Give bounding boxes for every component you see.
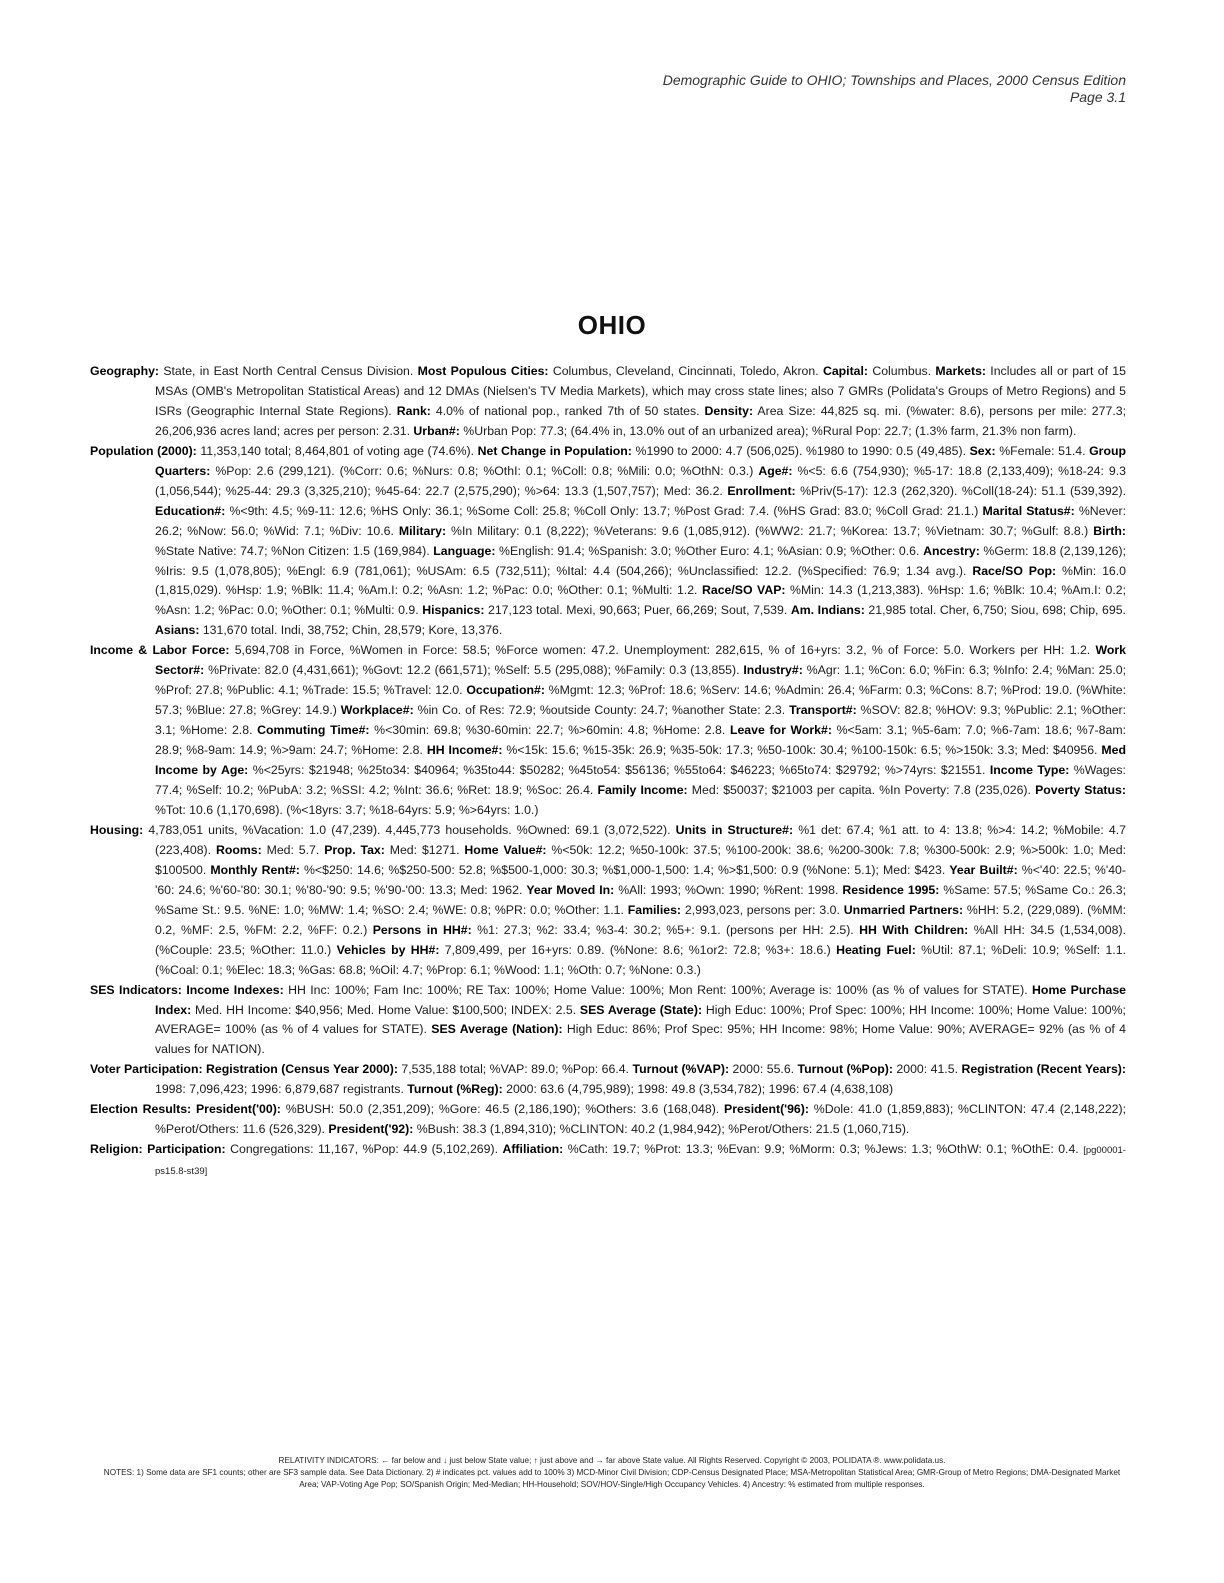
field-value: Includes all or part of 15 MSAs (OMB's Metropolitan Statistical Areas) and 12 DMAs (Nielsen's TV Media Markets), which may cross state lines; also 7 GMRs (Polidata's Groups of Metro Regions) and 5 ISRs (Geographic Internal State Regions). (155, 364, 1126, 418)
field-label: Housing: (90, 822, 144, 837)
field-value: %Never: 26.2; %Now: 56.0; %Wid: 7.1; %Div: 10.6. (155, 503, 1126, 538)
field-value: %Pop: 2.6 (299,121). (%Corr: 0.6; %Nurs: 0.8; %OthI: 0.1; %Coll: 0.8; %Mili: 0.0; %OthN: 0.3.) (210, 463, 759, 478)
field-label: Turnout (%Reg): (407, 1082, 503, 1097)
field-label: Geography: (90, 364, 160, 378)
field-label: President('92): (328, 1122, 414, 1137)
field-value: %<50k: 12.2; %50-100k: 37.5; %100-200k: 38.6; %200-300k: 7.8; %300-500k: 2.9; %>500k: 1.0; Med: $100500. (155, 842, 1126, 877)
field-value: %HH: 5.2, (229,089). (%MM: 0.2, %MF: 2.5, %FM: 2.2, %FF: 0.2.) (155, 902, 1126, 937)
field-label: Affiliation: (502, 1142, 564, 1157)
relativity-indicators: RELATIVITY INDICATORS: ← far below and ↓ just below State value; ↑ just above and → far above State value. All Rights Reserved. Copyright © 2003, POLIDATA ®. www.polidata.us. (278, 1456, 946, 1465)
field-label: Birth: (1093, 523, 1126, 538)
field-value: High Educ: 100%; Prof Spec: 100%; HH Income: 100%; Home Value: 100%; AVERAGE= 100% (as % of 4 values for STATE). (155, 1002, 1126, 1037)
field-label: Med Income by Age: (155, 743, 1126, 778)
field-value: 21,985 total. Cher, 6,750; Siou, 698; Chip, 695. (864, 603, 1126, 618)
profile-body (90, 362, 1126, 1182)
section-geography (90, 362, 1126, 442)
field-value: %Bush: 38.3 (1,894,310); %CLINTON: 40.2 (1,984,942); %Perot/Others: 21.5 (1,060,715). (413, 1122, 910, 1137)
field-label: Industry#: (743, 663, 803, 678)
field-label: Ancestry: (923, 543, 980, 558)
field-label: Density: (704, 403, 754, 418)
field-value: %<'40: 22.5; %'40-'60: 24.6; %'60-'80: 30.1; %'80-'90: 9.5; %'90-'00: 13.3; Med: 1962. (155, 862, 1126, 897)
field-value: %<25yrs: $21948; %25to34: $40964; %35to44: $50282; %45to54: $56136; %55to64: $46223; %65to74: $29792; %>74yrs: $21551. (248, 763, 990, 778)
field-label: Am. Indians: (790, 603, 865, 618)
field-value: %<5am: 3.1; %5-6am: 7.0; %6-7am: 18.6; %7-8am: 28.9; %8-9am: 14.9; %>9am: 24.7; %Home: 2.8. (155, 723, 1126, 758)
field-label: Families: (627, 902, 682, 917)
field-label: Capital: (822, 364, 869, 378)
field-label: SES Average (Nation): (431, 1022, 563, 1037)
field-label: Group Quarters: (155, 443, 1126, 478)
field-label: Registration (Recent Years): (961, 1062, 1126, 1077)
section-housing (90, 821, 1126, 981)
field-label: Marital Status#: (982, 503, 1075, 518)
field-value: %Agr: 1.1; %Con: 6.0; %Fin: 6.3; %Info: 2.4; %Man: 25.0; %Prof: 27.8; %Public: 4.1; %Trade: 15.5; %Travel: 12.0. (155, 663, 1126, 698)
field-value: Columbus. (868, 364, 936, 378)
field-value: %1990 to 2000: 4.7 (506,025). %1980 to 1990: 0.5 (49,485). (631, 443, 970, 458)
field-value: %<30min: 69.8; %30-60min: 22.7; %>60min: 4.8; %Home: 2.8. (369, 723, 730, 738)
section-religion (90, 1140, 1126, 1182)
field-value: High Educ: 86%; Prof Spec: 95%; HH Income: 98%; Home Value: 90%; AVERAGE= 92% (as % of 4 values for NATION). (155, 1022, 1126, 1057)
field-label: Income Type: (989, 763, 1070, 778)
field-value: 2,993,023, persons per: 3.0. (681, 902, 844, 917)
field-label: HH With Children: (859, 922, 969, 937)
field-label: Vehicles by HH#: (336, 942, 440, 957)
field-label: Income Indexes: (186, 982, 284, 997)
field-label: Heating Fuel: (836, 942, 916, 957)
field-value: HH Inc: 100%; Fam Inc: 100%; RE Tax: 100%; Home Value: 100%; Mon Rent: 100%; Average is: 100% (as % of values for STATE). (283, 982, 1033, 997)
field-value: %<15k: 15.6; %15-35k: 26.9; %35-50k: 17.3; %50-100k: 30.4; %100-150k: 6.5; %>150k: 3.3; Med: $40956. (502, 743, 1102, 758)
field-label: Turnout (%Pop): (797, 1062, 893, 1077)
field-value: Congregations: 11,167, %Pop: 44.9 (5,102,269). (225, 1142, 503, 1157)
field-label: Units in Structure#: (675, 822, 794, 837)
field-label: Home Purchase Index: (155, 982, 1126, 1017)
field-label: Most Populous Cities: (417, 364, 549, 378)
field-label: Monthly Rent#: (210, 862, 300, 877)
field-value: %Private: 82.0 (4,431,661); %Govt: 12.2 (661,571); %Self: 5.5 (295,088); %Family: 0.3 (13,855). (204, 663, 744, 678)
field-label: Enrollment: (727, 483, 796, 498)
field-value: Med: $1271. (384, 842, 465, 857)
field-label: Population (2000): (90, 443, 197, 458)
field-label: Leave for Work#: (729, 723, 832, 738)
field-label: President('96): (724, 1102, 809, 1117)
field-label: Language: (433, 543, 496, 558)
field-label: Commuting Time#: (257, 723, 370, 738)
field-value: Med. HH Income: $40,956; Med. Home Value: $100,500; INDEX: 2.5. (191, 1002, 580, 1017)
field-value: Columbus, Cleveland, Cincinnati, Toledo, Akron. (548, 364, 823, 378)
section-population (90, 442, 1126, 642)
page-header (663, 72, 1126, 106)
field-label: Age#: (758, 463, 793, 478)
field-value: %SOV: 82.8; %HOV: 9.3; %Public: 2.1; %Other: 3.1; %Home: 2.8. (155, 703, 1127, 738)
field-value: %<9th: 4.5; %9-11: 12.6; %HS Only: 36.1; %Some Coll: 25.8; %Coll Only: 13.7; %Post Grad: 7.4. (%HS Grad: 83.0; %Coll Grad: 21.1.) (225, 503, 983, 518)
field-label: Asians: (155, 623, 200, 638)
field-value: 1998: 7,096,423; 1996: 6,879,687 registrants. (155, 1082, 408, 1097)
field-label: SES Indicators: (90, 982, 182, 997)
section-voter-participation (90, 1060, 1126, 1100)
footer-notes: NOTES: 1) Some data are SF1 counts; other are SF3 sample data. See Data Dictionary. 2) # indicates pct. values add to 100% 3) MCD-Minor Civil Division; CDP-Census Designated Place; MSA-Metropolitan Statistical Area; GMR-Group of Metro Regions; DMA-Designated Market Area; VAP-Voting Age Pop; SO/Spanish Origin; Med-Median; HH-Household; SOV/HOV-Single/High Occupancy Vehicles. 4) Ancestry: % estimated from multiple responses. (103, 1468, 1121, 1489)
field-value: State, in East North Central Census Division. (159, 364, 418, 378)
field-value: Area Size: 44,825 sq. mi. (%water: 8.6), persons per mile: 277.3; 26,206,936 acres land; acres per person: 2.31. (155, 403, 1126, 438)
field-label: Urban#: (413, 423, 460, 438)
field-value: 7,809,499, per 16+yrs: 0.89. (%None: 8.6; %1or2: 72.8; %3+: 18.6.) (439, 942, 837, 957)
section-income-labor (90, 641, 1126, 821)
field-value: %Germ: 18.8 (2,139,126); %Iris: 9.5 (1,078,805); %Engl: 6.9 (781,061); %USAm: 6.5 (732,511); %Ital: 4.4 (504,266); %Unclassified: 12.2. (%Specified: 76.9; 1.34 avg.). (155, 543, 1126, 578)
field-label: Markets: (935, 364, 986, 378)
field-value: %Urban Pop: 77.3; (64.4% in, 13.0% out of an urbanized area); %Rural Pop: 22.7; (1.3% farm, 21.3% non farm). (459, 423, 1077, 438)
field-value: 2000: 63.6 (4,795,989); 1998: 49.8 (3,534,782); 1996: 67.4 (4,638,108) (502, 1082, 894, 1097)
field-value: 2000: 55.6. (729, 1062, 798, 1077)
page-code: [pg00001-ps15.8-st39] (155, 1145, 1126, 1178)
field-label: Year Built#: (949, 862, 1018, 877)
section-election-results (90, 1100, 1126, 1140)
field-value: %1 det: 67.4; %1 att. to 4: 13.8; %>4: 14.2; %Mobile: 4.7 (223,408). (155, 822, 1126, 857)
field-label: Prop. Tax: (324, 842, 385, 857)
field-label: Sex: (969, 443, 996, 458)
field-value: %BUSH: 50.0 (2,351,209); %Gore: 46.5 (2,186,190); %Others: 3.6 (168,048). (280, 1102, 725, 1117)
field-value: %All: 1993; %Own: 1990; %Rent: 1998. (614, 882, 843, 897)
field-value: 217,123 total. Mexi, 90,663; Puer, 66,269; Sout, 7,539. (484, 603, 791, 618)
field-label: Participation: (147, 1142, 226, 1157)
field-label: Registration (Census Year 2000): (206, 1062, 398, 1077)
field-value: %<5: 6.6 (754,930); %5-17: 18.8 (2,133,409); %18-24: 9.3 (1,056,544); %25-44: 29.3 (3,325,210); %45-64: 22.7 (2,575,290); %>64: 13.3 (1,507,757); Med: 36.2. (155, 463, 1126, 498)
field-label: Rooms: (215, 842, 262, 857)
field-label: Family Income: (597, 783, 688, 798)
field-value: 4.0% of national pop., ranked 7th of 50 states. (430, 403, 705, 418)
field-label: SES Average (State): (579, 1002, 703, 1017)
field-value: 7,535,188 total; %VAP: 89.0; %Pop: 66.4. (397, 1062, 633, 1077)
field-value: %In Military: 0.1 (8,222); %Veterans: 9.6 (1,085,912). (%WW2: 21.7; %Korea: 13.7; %Vietnam: 30.7; %Gulf: 8.8.) (446, 523, 1094, 538)
field-label: Unmarried Partners: (843, 902, 964, 917)
field-label: Work Sector#: (155, 643, 1126, 678)
field-label: Religion: (90, 1142, 143, 1157)
field-value: %in Co. of Res: 72.9; %outside County: 24.7; %another State: 2.3. (413, 703, 790, 718)
field-label: Hispanics: (422, 603, 485, 618)
field-value: %Same: 57.5; %Same Co.: 26.3; %Same St.: 9.5. %NE: 1.0; %MW: 1.4; %SO: 2.4; %WE: 0.8; %PR: 0.0; %Other: 1.1. (155, 882, 1126, 917)
field-label: Race/SO Pop: (972, 563, 1057, 578)
field-value: %Cath: 19.7; %Prot: 13.3; %Evan: 9.9; %Morm: 0.3; %Jews: 1.3; %OthW: 0.1; %OthE: 0.4. (563, 1142, 1084, 1157)
field-value: %State Native: 74.7; %Non Citizen: 1.5 (169,984). (155, 543, 434, 558)
field-label: HH Income#: (426, 743, 503, 758)
field-label: Election Results: (90, 1102, 192, 1117)
field-value: %<$250: 14.6; %$250-500: 52.8; %$500-1,000: 30.3; %$1,000-1,500: 1.4; %>$1,500: 0.9 (%None: 5.1); Med: $423. (299, 862, 950, 877)
field-label: Education#: (155, 503, 226, 518)
field-label: Military: (398, 523, 447, 538)
page-title: OHIO (577, 310, 647, 340)
field-value: %Min: 16.0 (1,815,029). %Hsp: 1.9; %Blk: 11.4; %Am.I: 0.2; %Asn: 1.2; %Pac: 0.0; %Other: 0.1; %Multi: 1.2. (155, 563, 1126, 598)
field-label: Voter Participation: (90, 1062, 203, 1077)
field-value: %Min: 14.3 (1,213,383). %Hsp: 1.6; %Blk: 10.4; %Am.I: 0.2; %Asn: 1.2; %Pac: 0.0; %Other: 0.1; %Multi: 0.9. (155, 583, 1126, 618)
field-label: Home Value#: (464, 842, 547, 857)
field-value: 11,353,140 total; 8,464,801 of voting age (74.6%). (196, 443, 478, 458)
field-label: Occupation#: (466, 683, 545, 698)
field-label: Income & Labor Force: (90, 643, 230, 658)
field-value: Med: $50037; $21003 per capita. %In Poverty: 7.8 (235,026). (687, 783, 1036, 798)
field-value: %Priv(5-17): 12.3 (262,320). %Coll(18-24): 51.1 (539,392). (795, 483, 1127, 498)
field-value: %All HH: 34.5 (1,534,008). (%Couple: 23.5; %Other: 11.0.) (155, 922, 1127, 957)
field-label: Net Change in Population: (477, 443, 632, 458)
field-value: %1: 27.3; %2: 33.4; %3-4: 30.2; %5+: 9.1. (persons per HH: 2.5). (471, 922, 860, 937)
field-value: %Female: 51.4. (995, 443, 1090, 458)
page-footer (100, 1455, 1124, 1491)
field-label: President('00): (195, 1102, 281, 1117)
field-label: Year Moved In: (526, 882, 615, 897)
field-label: Transport#: (789, 703, 857, 718)
field-label: Workplace#: (340, 703, 414, 718)
field-value: %English: 91.4; %Spanish: 3.0; %Other Euro: 4.1; %Asian: 0.9; %Other: 0.6. (495, 543, 924, 558)
field-value: 5,694,708 in Force, %Women in Force: 58.5; %Force women: 47.2. Unemployment: 282,615, % of 16+yrs: 3.2, % of Force: 5.0. Workers per HH: 1.2. (229, 643, 1096, 658)
page-number: Page 3.1 (1069, 89, 1126, 105)
field-value: 4,783,051 units, %Vacation: 1.0 (47,239). 4,445,773 households. %Owned: 69.1 (3,072,522). (143, 822, 676, 837)
field-label: Rank: (396, 403, 431, 418)
publication-title: Demographic Guide to OHIO; Townships and Places, 2000 Census Edition (662, 72, 1126, 88)
field-value: 131,670 total. Indi, 38,752; Chin, 28,579; Kore, 13,376. (199, 623, 503, 638)
field-value: %Mgmt: 12.3; %Prof: 18.6; %Serv: 14.6; %Admin: 26.4; %Farm: 0.3; %Cons: 8.7; %Prod: 19.0. (%White: 57.3; %Blue: 27.8; %Grey: 14.9.) (155, 683, 1126, 718)
field-value: %Util: 87.1; %Deli: 10.9; %Self: 1.1. (%Coal: 0.1; %Elec: 18.3; %Gas: 68.8; %Oil: 4.7; %Prop: 6.1; %Wood: 1.1; %Oth: 0.7; %None: 0.3.) (155, 942, 1126, 977)
section-ses-indicators (90, 981, 1126, 1061)
field-value: %Dole: 41.0 (1,859,883); %CLINTON: 47.4 (2,148,222); %Perot/Others: 11.6 (526,329). (155, 1102, 1127, 1137)
field-value: %Tot: 10.6 (1,170,698). (%<18yrs: 3.7; %18-64yrs: 5.9; %>64yrs: 1.0.) (155, 802, 539, 817)
field-value: %Wages: 77.4; %Self: 10.2; %PubA: 3.2; %SSI: 4.2; %Int: 36.6; %Ret: 18.9; %Soc: 26.4. (155, 763, 1126, 798)
field-label: Poverty Status: (1035, 783, 1126, 798)
field-label: Residence 1995: (842, 882, 940, 897)
field-value: Med: 5.7. (261, 842, 325, 857)
field-value: 2000: 41.5. (892, 1062, 962, 1077)
field-label: Turnout (%VAP): (632, 1062, 730, 1077)
field-label: Persons in HH#: (372, 922, 472, 937)
field-label: Race/SO VAP: (701, 583, 786, 598)
